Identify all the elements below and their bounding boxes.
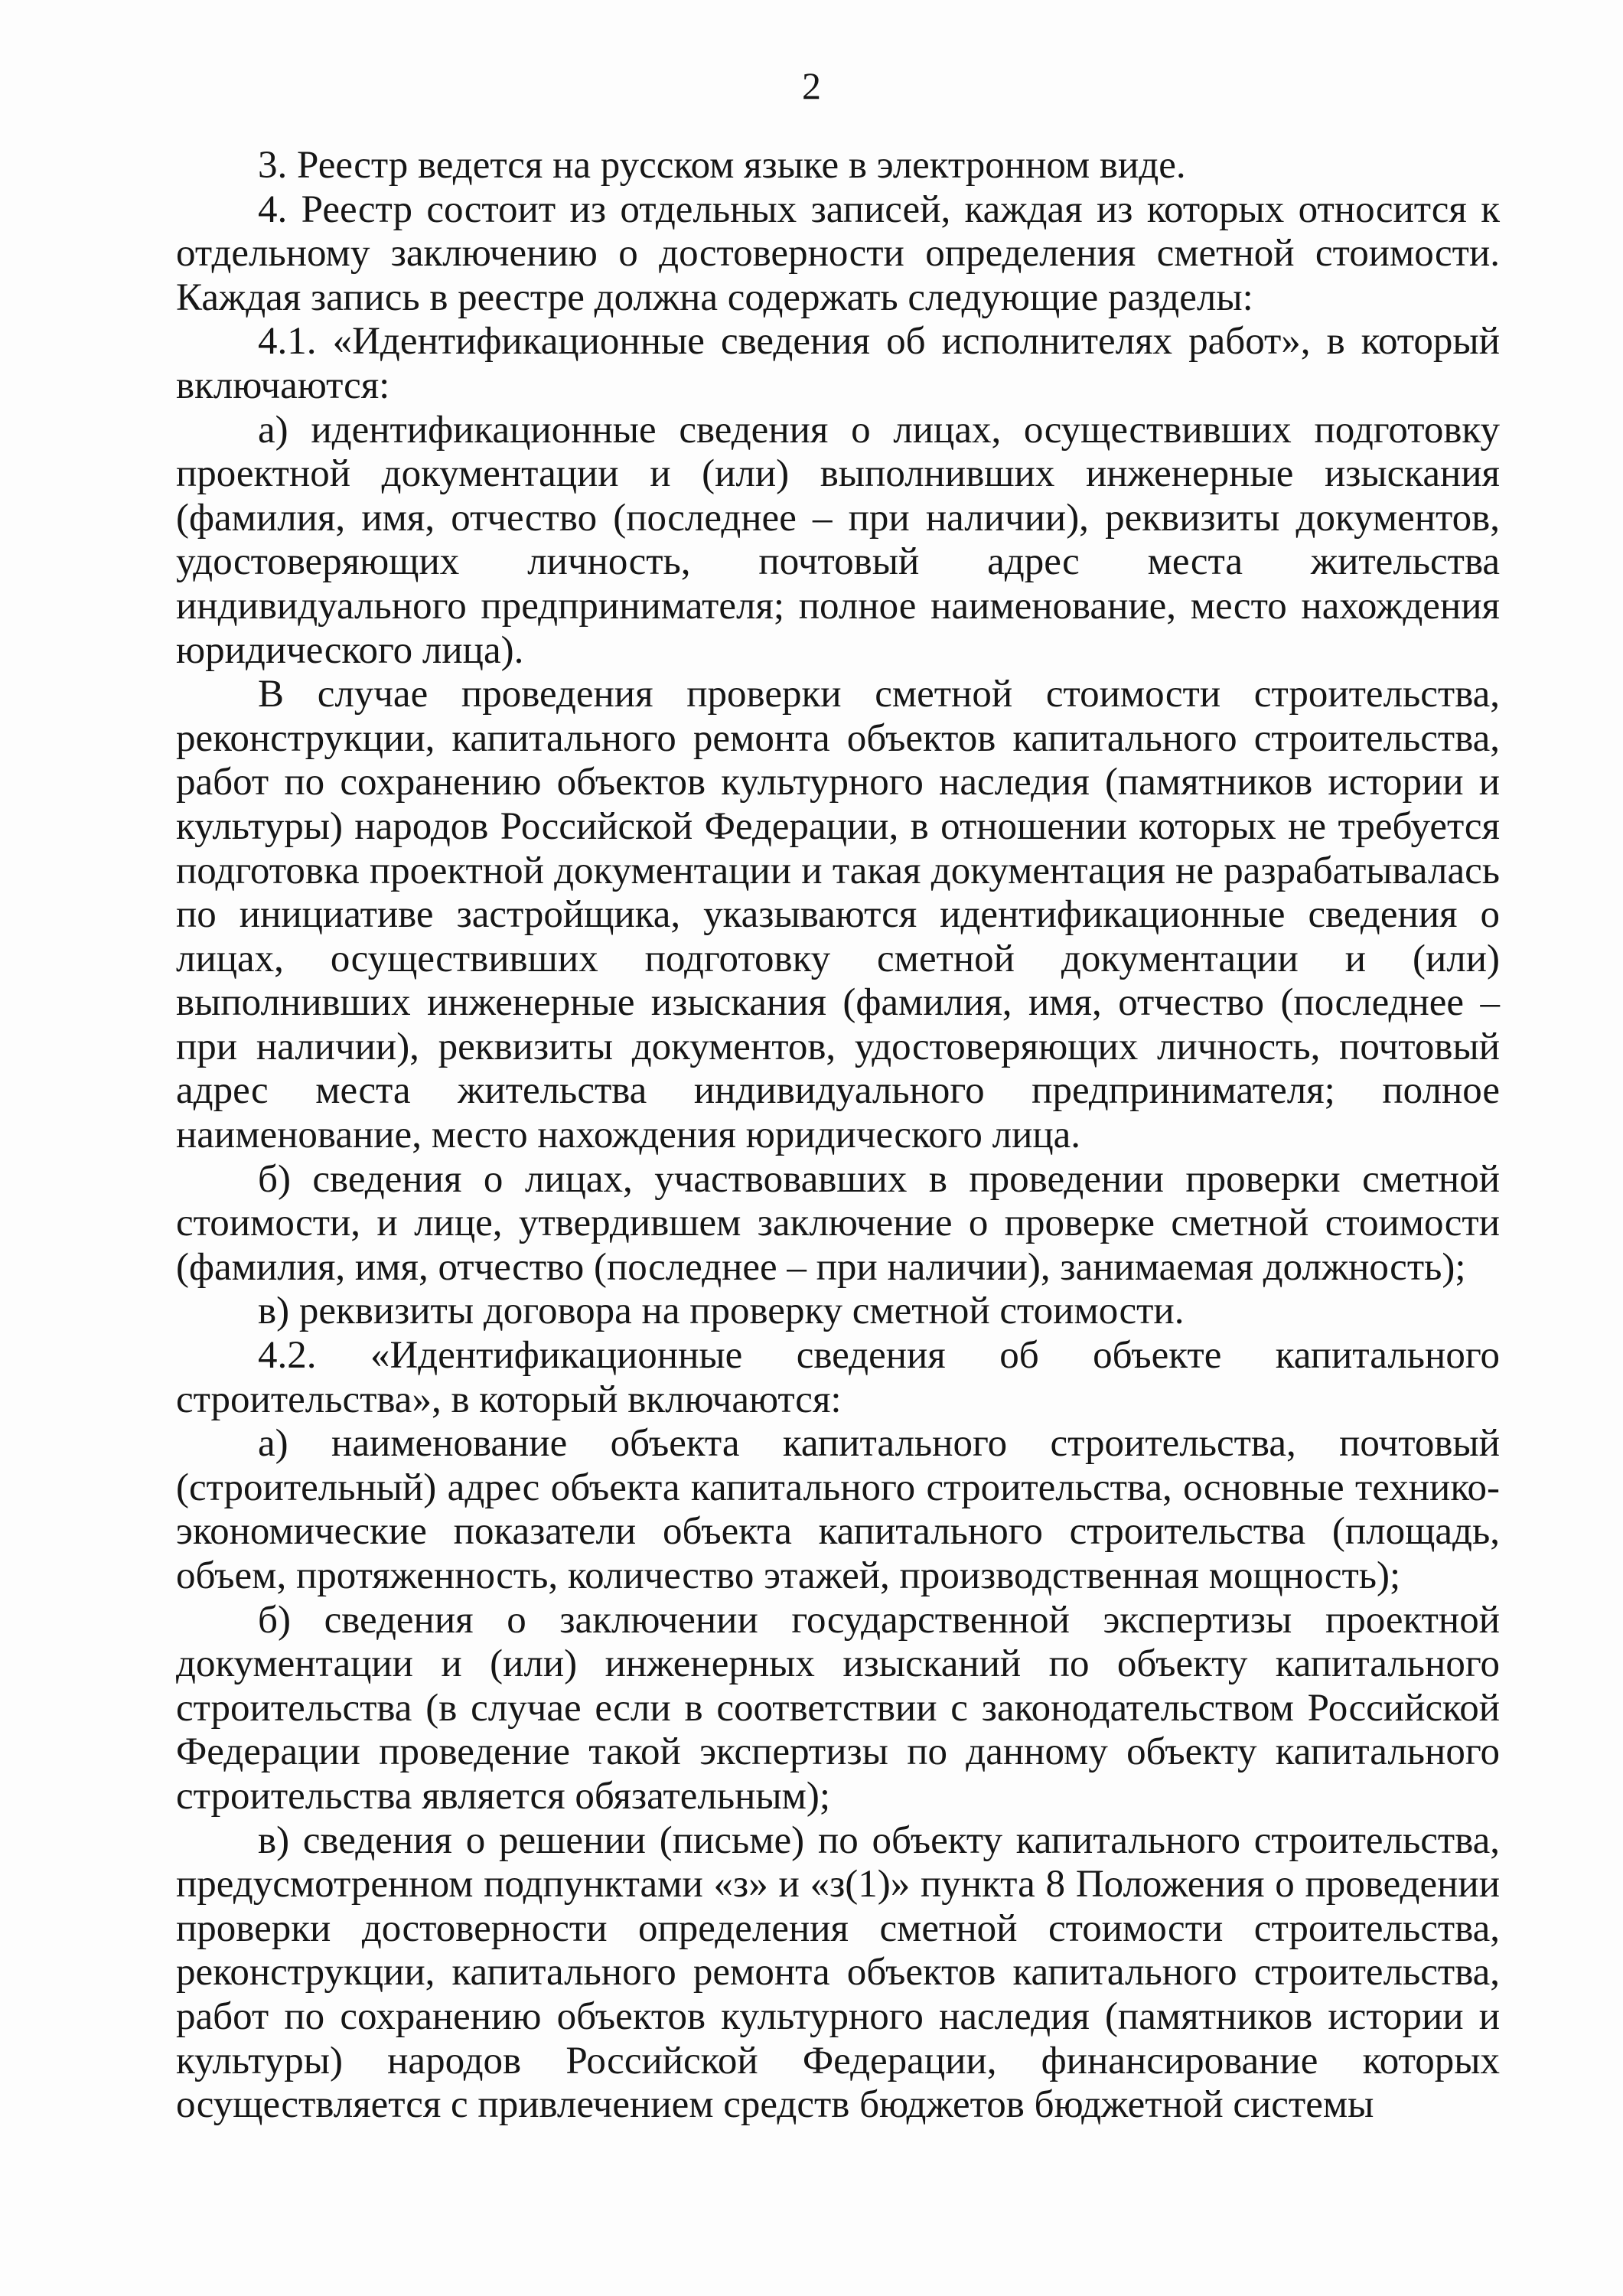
- paragraph-4-1-v: в) реквизиты договора на проверку сметной стоимости.: [258, 1290, 1185, 1333]
- paragraph-4-2-a: а) наименование объекта капитального строительства, почтовый (строительный) адрес объекта капитального строительства, основные технико-экономические показатели объекта капитального строительства (площадь, объем, протяженность, количество этажей, производственная мощность);: [176, 1422, 1500, 1597]
- paragraph-4-2-heading: 4.2. «Идентификационные сведения об объекте капитального строительства», в который включаются:: [176, 1334, 1500, 1421]
- paragraph-4-2-v: в) сведения о решении (письме) по объекту капитального строительства, предусмотренном подпунктами «з» и «з(1)» пункта 8 Положения о проведении проверки достоверности определения сметной стоимости строительства, реконструкции, капитального ремонта объектов капитального строительства, работ по сохранению объектов культурного наследия (памятников истории и культуры) народов Российской Федерации, финансирование которых осуществляется с привлечением средств бюджетов бюджетной системы: [176, 1818, 1500, 2127]
- paragraph-4-1-b: б) сведения о лицах, участвовавших в проведении проверки сметной стоимости, и лице, утвердившем заключение о проверке сметной стоимости (фамилия, имя, отчество (последнее – при наличии), занимаемая должность);: [176, 1157, 1500, 1289]
- document-body: [176, 144, 1500, 2128]
- paragraph-4-structure: 4. Реестр состоит из отдельных записей, каждая из которых относится к отдельному заключению о достоверности определения сметной стоимости. Каждая запись в реестре должна содержать следующие разделы:: [176, 188, 1500, 319]
- paragraph-4-1-case: В случае проведения проверки сметной стоимости строительства, реконструкции, капитального ремонта объектов капитального строительства, работ по сохранению объектов культурного наследия (памятников истории и культуры) народов Российской Федерации, в отношении которых не требуется подготовка проектной документации и такая документация не разрабатывалась по инициативе застройщика, указываются идентификационные сведения о лицах, осуществивших подготовку сметной документации и (или) выполнивших инженерные изыскания (фамилия, имя, отчество (последнее – при наличии), реквизиты документов, удостоверяющих личность, почтовый адрес места жительства индивидуального предпринимателя; полное наименование, место нахождения юридического лица.: [176, 673, 1500, 1157]
- paragraph-4-2-b: б) сведения о заключении государственной экспертизы проектной документации и (или) инженерных изысканий по объекту капитального строительства (в случае если в соответствии с законодательством Российской Федерации проведение такой экспертизы по данному объекту капитального строительства является обязательным);: [176, 1598, 1500, 1818]
- paragraph-3-language: 3. Реестр ведется на русском языке в электронном виде.: [258, 144, 1186, 187]
- paragraph-4-1-a: а) идентификационные сведения о лицах, осуществивших подготовку проектной документации и (или) выполнивших инженерные изыскания (фамилия, имя, отчество (последнее – при наличии), реквизиты документов, удостоверяющих личность, почтовый адрес места жительства индивидуального предпринимателя; полное наименование, место нахождения юридического лица).: [176, 408, 1500, 672]
- page-number: 2: [802, 64, 821, 107]
- paragraph-4-1-heading: 4.1. «Идентификационные сведения об исполнителях работ», в который включаются:: [176, 320, 1500, 407]
